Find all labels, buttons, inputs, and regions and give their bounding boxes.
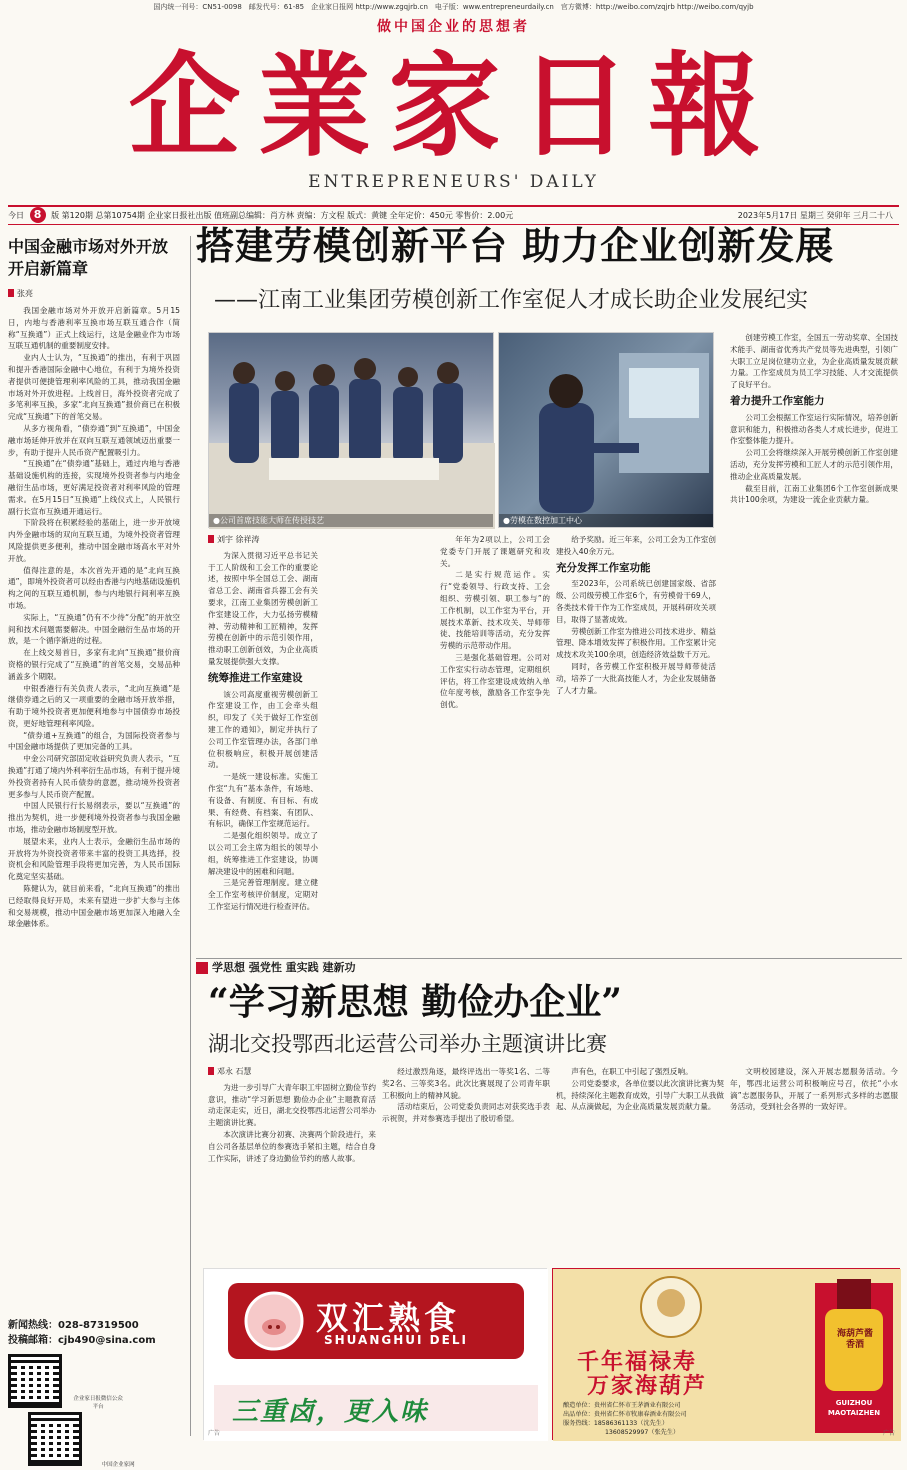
main-article-paragraph: 二是实行规范运作。实行“党委领导、行政支持、工会组织、劳模引领、职工参与”的工作机制，以工作室为平台，开展技术革新、技术攻关、导师带徒、技能培训等活动，充分发挥劳模的示范带动作用。: [440, 570, 550, 651]
main-article-paragraph: 给予奖励。近三年来，公司工会为工作室创建投入40余万元。: [556, 535, 716, 556]
main-article-paragraph: 三是强化基础管理。公司对工作室实行动态管理，定期组织评估，将工作室建设成效纳入单位年度考核，激励各工作室争先创优。: [440, 652, 550, 710]
haihulu-line-2: 出品单位：贵州省仁怀市牧康春酒业有限公司: [563, 1411, 687, 1418]
left-article-paragraph: 展望未来，业内人士表示，金融衍生品市场的开放将为外资投资者带来丰富的投资工具选择，投资机会和风险管理手段将更加完善，为人民币国际化奠定坚实基础。: [8, 836, 180, 882]
main-article-byline: 刘宇 徐祥涛: [208, 534, 318, 546]
haihulu-line-1: 酿造单位：贵州省仁怀市王茅酒业有限公司: [563, 1402, 681, 1409]
main-col-1b: [323, 534, 433, 954]
left-article-paragraph: 下阶段将在积累经验的基础上，进一步开放境内外金融市场的双向互联互通，为境外投资者管理风险提供更多便利，推动中国金融市场高水平对外开放。: [8, 518, 180, 563]
shuanghui-brand-cn: 双汇熟食: [316, 1299, 461, 1337]
second-article-subtitle: 湖北交投鄂西北运营公司举办主题演讲比赛: [208, 1032, 607, 1056]
main-article-paragraph: 为深入贯彻习近平总书记关于工人阶级和工会工作的重要论述，按照中华全国总工会、湖南省总工会、湖南省兵器工会有关要求，江南工业集团劳模创新工作室建设工作，大力弘扬劳模精神、劳动精神和工匠精神，发挥劳模在创新中的示范引领作用，推动职工创新创效，为企业高质量发展提供强大支撑。: [208, 550, 318, 666]
main-article-paragraph: 创建劳模工作室，全国五一劳动奖章、全国技术能手、湖南省优秀共产党员等先进典型，引领广大职工立足岗位建功立业，为企业高质量发展贡献力量。工作室成员为员工学习技能、人才交流提供了良好平台。: [730, 333, 898, 390]
left-article-paragraph: 陈健认为，就目前来看，“北向互换通”的推出已经取得良好开局，未来有望进一步扩大参与主体和交易规模，推动中国金融市场更加深入地融入全球金融体系。: [8, 884, 180, 929]
qr-caption-wechat: 企业家日报微信公众平台: [73, 1396, 123, 1410]
qr-code-website: [28, 1412, 82, 1466]
second-article-paragraph: 公司党委要求，各单位要以此次演讲比赛为契机，持续深化主题教育成效，引导广大职工从我做起、从点滴做起，为企业高质量发展贡献力量。: [556, 1078, 724, 1112]
main-col-4: [730, 332, 898, 954]
ad-haihulu-liquor[interactable]: [552, 1268, 900, 1440]
masthead-title: 企業家日報: [128, 41, 779, 172]
main-article-subtitle: ——江南工业集团劳模创新工作室促人才成长助企业发展纪实: [214, 288, 809, 313]
main-article-paragraph: 至2023年，公司系统已创建国家级、省部级、公司级劳模工作室6个，有劳模骨干69人，各类技术骨干作为工作室成员，开展科研攻关项目，取得了显著成效。: [556, 579, 716, 624]
photo1-caption: ●公司首席技能大师在传授技艺: [209, 514, 493, 527]
second-article-byline: 邓永 石慧: [208, 1066, 376, 1078]
main-col-1: [208, 534, 318, 954]
section-heading-3: 着力提升工作室能力: [730, 394, 825, 407]
second-col-2: [382, 1066, 550, 1262]
second-article-paragraph: 为进一步引导广大青年职工牢固树立勤俭节约意识，推动“学习新思想 勤俭办企业”主题教育活动走深走实，近日，湖北交投鄂西北运营公司举办主题演讲比赛。: [208, 1082, 376, 1128]
main-article-paragraph: 二是强化组织领导。成立了以公司工会主席为组长的领导小组，统筹推进工作室建设，协调解决建设中的困难和问题。: [208, 831, 318, 876]
left-article-paragraph: 中国人民银行行长易纲表示，要以“互换通”的推出为契机，进一步便利境外投资者参与我国金融市场，推动金融市场制度型开放。: [8, 801, 180, 835]
photo-cnc-machine: [498, 332, 714, 528]
worker-machine-illustration: [499, 333, 715, 529]
masthead-english: ENTREPRENEURS' DAILY: [308, 172, 599, 192]
left-article-paragraph: “互换通”在“债券通”基础上，通过内地与香港基础设施机构的连接，实现境外投资者参与内地金融衍生品市场，更好满足投资者对利率风险的管理需求。在5月15日“互换通”上线仪式上，人民银行副行长宣布互换通开通运行。: [8, 459, 180, 516]
left-article-paragraph: 中金公司研究部固定收益研究负责人表示，“互换通”打通了境内外利率衍生品市场，有利于提升境外投资者持有人民币债券的意愿，推动境外投资者更多参与人民币资产配置。: [8, 754, 180, 799]
main-article-paragraph: 公司工会将继续深入开展劳模创新工作室创建活动，充分发挥劳模和工匠人才的示范引领作用，推动企业高质量发展。: [730, 448, 898, 481]
theme-text: 学思想 强党性 重实践 建新功: [212, 961, 356, 974]
issue-info: 版 第120期 总第10754期 企业家日报社出版 值班副总编辑：肖方林 责编：方文程 版式：黄键 全年定价：450元 零售价：2.00元: [51, 211, 514, 220]
haihulu-bottle-en-1: GUIZHOU: [835, 1399, 873, 1407]
second-col-4: [730, 1066, 898, 1262]
left-article-paragraph: 我国金融市场对外开放开启新篇章。5月15日，内地与香港利率互换市场互联互通合作（简称“互换通”）正式上线运行，这是金融业作为市场互联互通机制的重要制度安排。: [8, 306, 180, 351]
today-label: 今日: [8, 211, 24, 220]
main-article-paragraph: 年年为2项以上，公司工会党委专门开展了课题研究和攻关。: [440, 535, 550, 568]
second-col-3: [556, 1066, 724, 1262]
second-col-1: [208, 1066, 376, 1262]
haihulu-bottle-en-2: MAOTAIZHEN: [827, 1409, 881, 1417]
second-article-paragraph: 活动结束后，公司党委负责同志对获奖选手表示祝贺，并对参赛选手提出了殷切希望。: [382, 1102, 550, 1124]
page-number-badge: 8: [30, 207, 46, 223]
left-article-paragraph: “债券通+互换通”的组合，为国际投资者参与中国金融市场提供了更加完备的工具。: [8, 730, 180, 752]
ad-shuanghui[interactable]: [203, 1268, 547, 1440]
main-article-paragraph: 该公司高度重视劳模创新工作室建设工作，由工会牵头组织，印发了《关于做好工作室创建工作的通知》，制定并执行了公司工作室管理办法，各部门单位积极响应，积极开展创建活动。: [208, 689, 318, 770]
column-divider: [190, 236, 191, 1436]
ad-tag-2: 广告: [882, 1430, 895, 1437]
left-article-body: [8, 305, 180, 930]
left-article-paragraph: 实际上，“互换通”仍有不少待“分配”的开放空间和技术问题需要解决。中国金融衍生品市场的开放，是一个循序渐进的过程。: [8, 612, 180, 646]
second-article-title: “学习新思想 勤俭办企业”: [208, 981, 622, 1023]
left-article-paragraph: 值得注意的是，本次首先开通的是“北向互换通”，即境外投资者可以经由香港与内地基础设施机构之间的互联互通机制，参与内地银行间利率互换市场。: [8, 565, 180, 610]
second-article-paragraph: 经过激烈角逐，最终评选出一等奖1名、二等奖2名、三等奖3名。此次比赛展现了公司青年职工积极向上的精神风貌。: [382, 1067, 550, 1100]
left-article-paragraph: 从多方视角看，“债券通”到“互换通”，中国金融市场延伸开放并在双向互联互通领域迈出重要一步，有助于提升人民币资产配置吸引力。: [8, 423, 180, 457]
photo2-caption: ●劳模在数控加工中心: [499, 514, 713, 527]
section-heading-2: 充分发挥工作室功能: [556, 561, 651, 574]
main-col-2: [440, 534, 550, 954]
section-heading-1: 统筹推进工作室建设: [208, 671, 303, 684]
shuanghui-slogan: 三重卤，更入味: [232, 1397, 429, 1427]
contact-box: [8, 1318, 180, 1468]
haihulu-line-4: 13608529997（张先生）: [605, 1429, 680, 1436]
ad-tag-1: 广告: [208, 1430, 221, 1437]
issue-date: 2023年5月17日 星期三 癸卯年 三月二十八: [737, 211, 893, 220]
left-article: [8, 236, 180, 1316]
shuanghui-brand-en: SHUANGHUI DELI: [324, 1333, 468, 1347]
workers-group-illustration: [209, 333, 495, 529]
top-info-line: 国内统一刊号：CN51-0098 邮发代号：61-85 企业家日报网 http://www.zgqjrb.cn 电子版：www.entrepreneurdaily.cn 官方微博：http://weibo.com/zqjrb http://weibo.com/qyjb: [153, 3, 754, 11]
left-article-paragraph: 业内人士认为，“互换通”的推出，有利于巩固和提升香港国际金融中心地位，有利于为境外投资者提供可便捷管理利率风险的工具，推动我国金融市场对外开放进程。上线首日，海外投资者完成了多笔利率互换，多家“北向互换通”报价商已在积极完成“互换通”下的首笔交易。: [8, 353, 180, 422]
news-hotline: 新闻热线：028-87319500: [8, 1320, 139, 1331]
qr-caption-website: 中国企业家网: [101, 1462, 135, 1468]
main-col-3: [556, 534, 716, 954]
second-article-paragraph: 声有色，在职工中引起了强烈反响。: [571, 1067, 693, 1076]
submission-email: 投稿邮箱：cjb490@sina.com: [8, 1335, 156, 1346]
haihulu-contact: [563, 1401, 687, 1437]
main-article-paragraph: 公司工会根据工作室运行实际情况，培养创新意识和能力，积极推动各类人才成长进步，促进工作室整体能力提升。: [730, 412, 898, 446]
left-article-title: 中国金融市场对外开放开启新篇章: [8, 237, 169, 278]
main-article-paragraph: 三是完善管理制度。建立健全工作室考核评价制度，定期对工作室运行情况进行检查评估。: [208, 878, 318, 911]
left-article-paragraph: 在上线交易首日，多家有北向“互换通”报价商资格的银行完成了“互换通”的首笔交易，交易品种涵盖多个期限。: [8, 648, 180, 681]
haihulu-bottle-label: 海葫芦酱香酒: [836, 1329, 873, 1350]
left-article-paragraph: 中银香港行有关负责人表示，“北向互换通”是继债券通之后的又一项重要的金融市场开放举措，有助于境外投资者更加便利地参与中国债券市场投资，更好地管理利率风险。: [8, 683, 180, 728]
masthead-slogan: 做中国企业的思想者: [377, 19, 530, 35]
main-article-paragraph: 劳模创新工作室为推进公司技术进步、精益管理、降本增效发挥了积极作用。工作室累计完成技术攻关100余项，创造经济效益数千万元。: [556, 626, 716, 660]
main-article-paragraph: 截至目前，江南工业集团6个工作室创新成果共计100余项，为建设一流企业贡献力量。: [730, 483, 898, 505]
theme-banner: [196, 958, 902, 976]
haihulu-headline-1: 千年福禄寿: [577, 1350, 698, 1375]
main-article-title: 搭建劳模创新平台 助力企业创新发展: [196, 223, 835, 268]
main-article-paragraph: 一是统一建设标准。实施工作室“九有”基本条件，有场地、有设备、有制度、有目标、有成果、有经费、有档案、有团队、有标识，确保工作室规范运行。: [208, 772, 318, 829]
theme-marker-icon: [196, 962, 208, 974]
qr-code-wechat: [8, 1354, 62, 1408]
main-article-paragraph: 同时，各劳模工作室积极开展导师带徒活动，培养了一大批高技能人才，为企业发展储备了人才力量。: [556, 661, 716, 695]
photo-workshop-group: [208, 332, 494, 528]
haihulu-line-3: 服务热线：18586361133（沈先生）: [563, 1420, 669, 1427]
second-article-paragraph: 文明校园建设，深入开展志愿服务活动。今年，鄂西北运营公司积极响应号召，依托“小水滴”志愿服务队，开展了一系列形式多样的志愿服务活动，受到社会各界的一致好评。: [730, 1067, 898, 1112]
left-article-author: 张亮: [8, 288, 180, 299]
second-article-paragraph: 本次演讲比赛分初赛、决赛两个阶段进行，来自公司各基层单位的参赛选手紧扣主题，结合自身工作实际，讲述了身边勤俭节约的感人故事。: [208, 1129, 376, 1163]
haihulu-headline-2: 万家海葫芦: [587, 1374, 708, 1399]
